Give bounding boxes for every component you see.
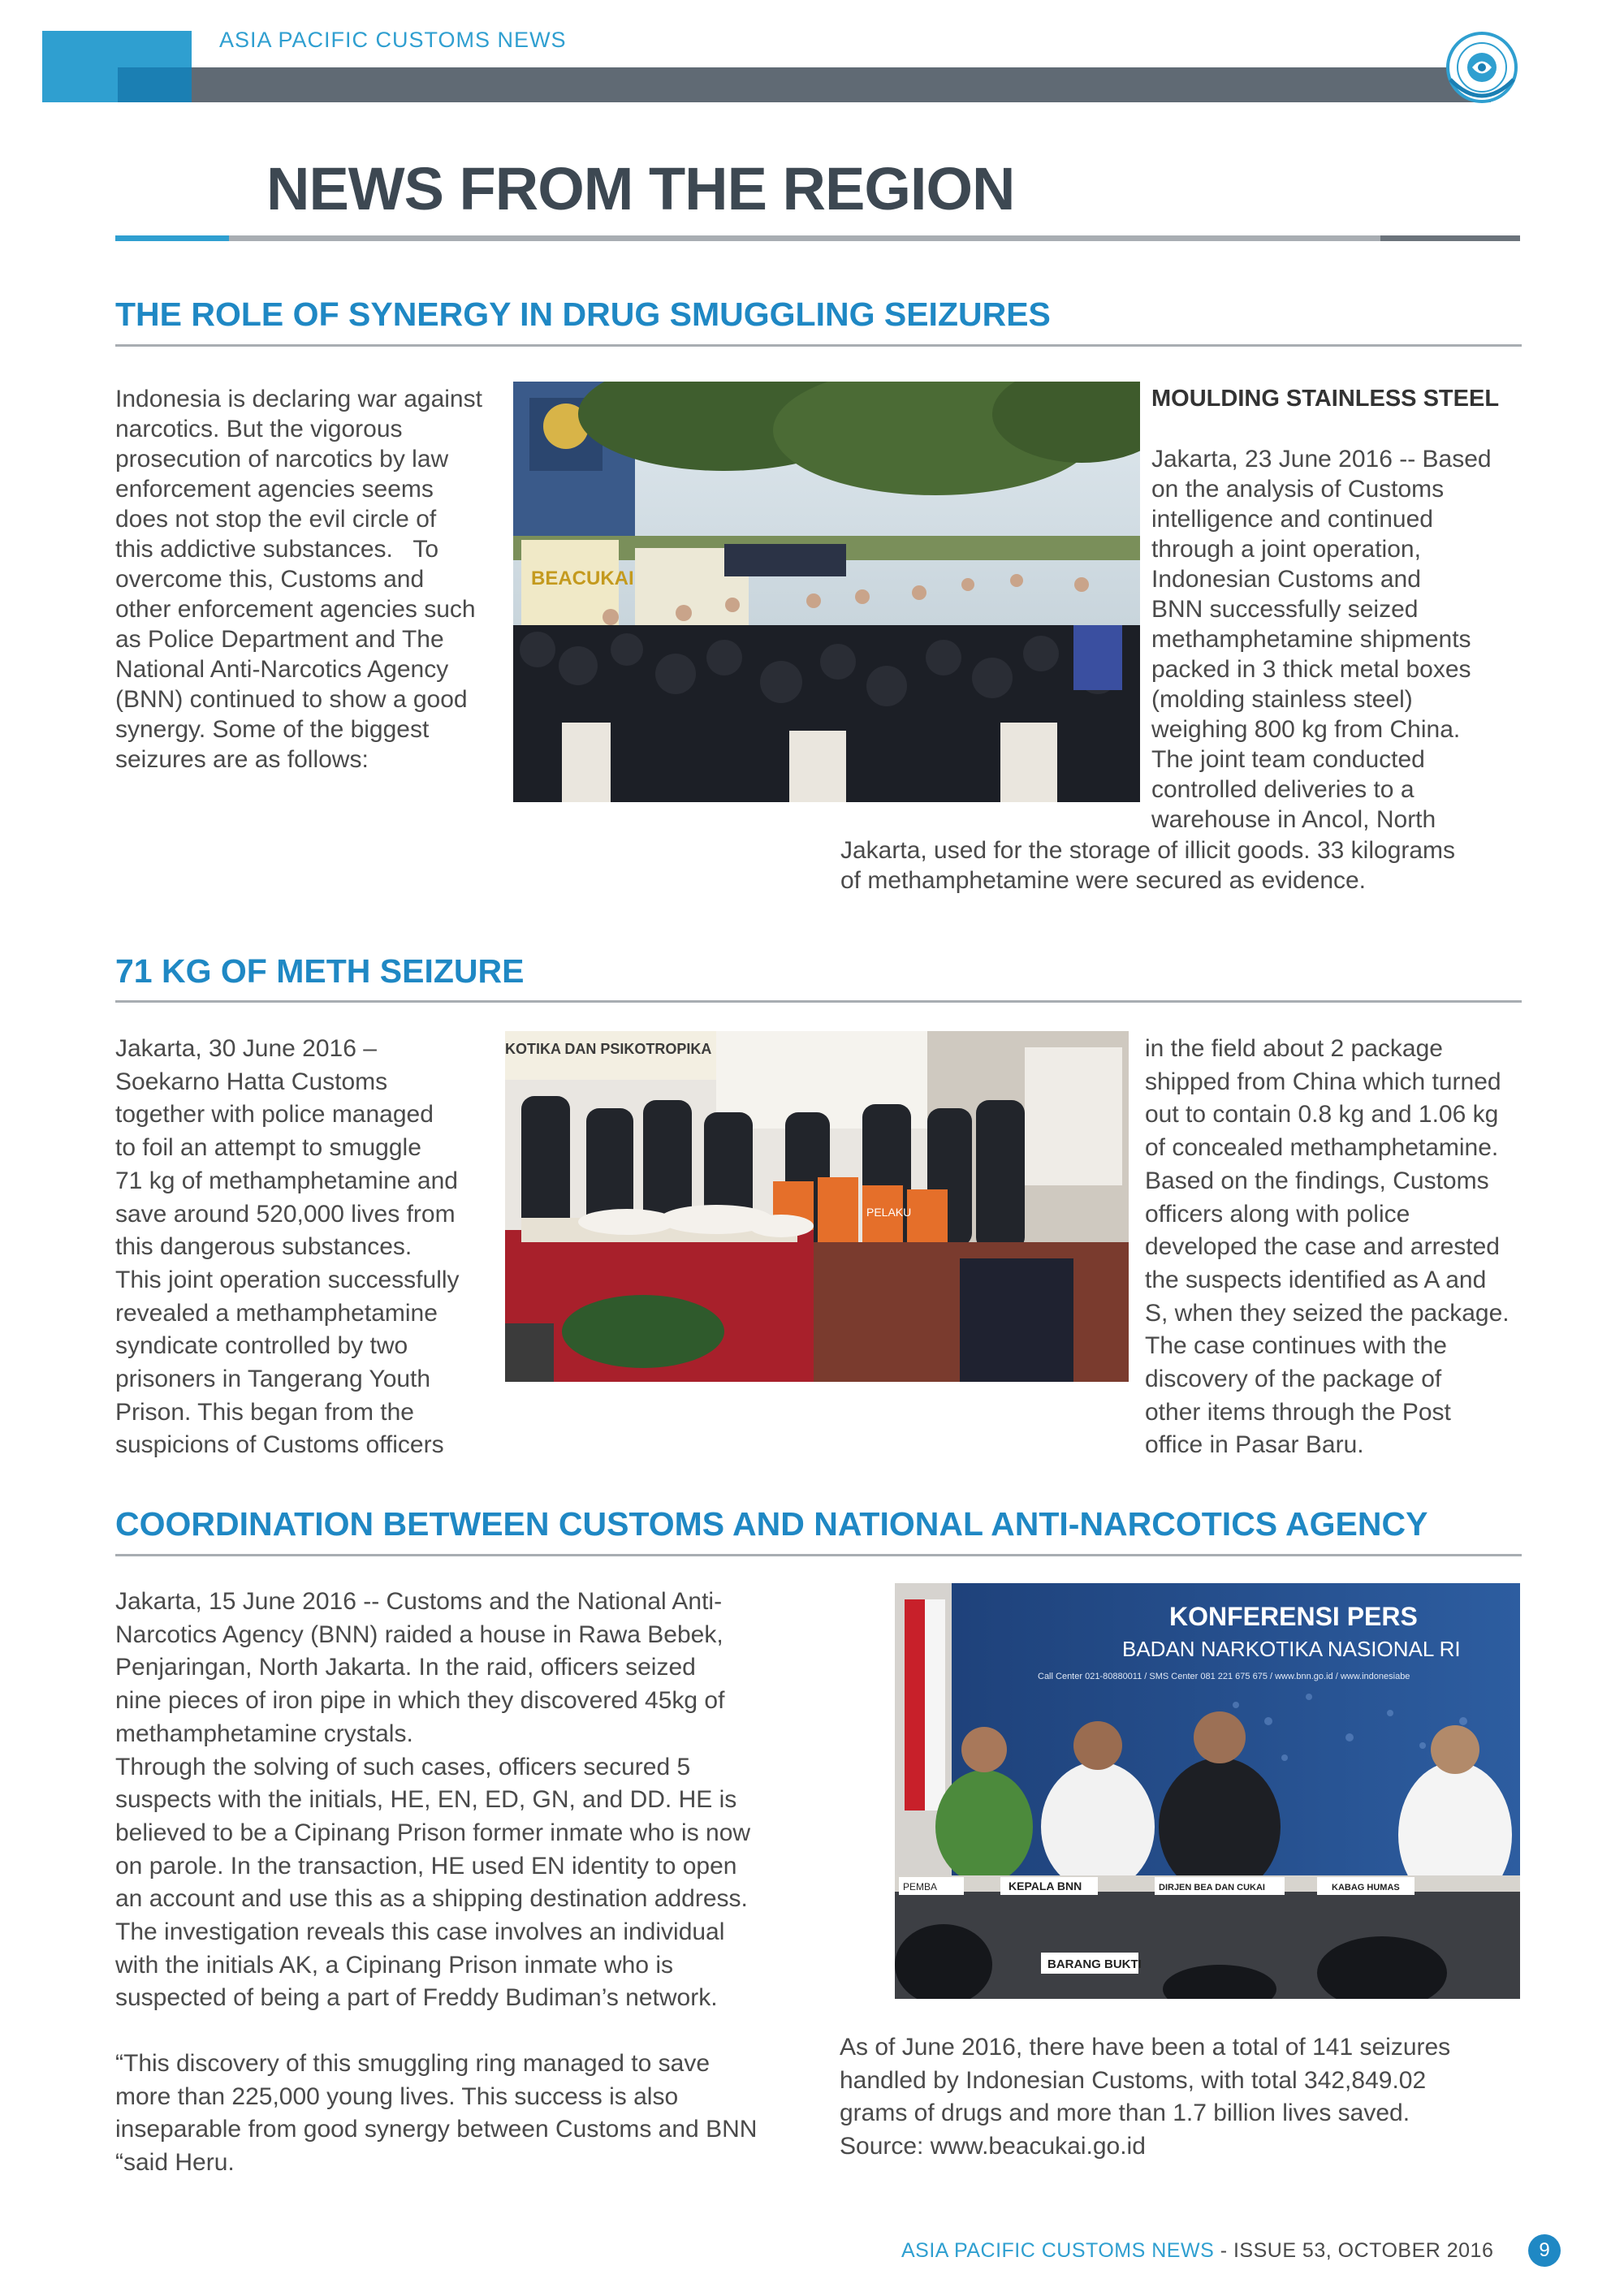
svg-text:BARANG BUKTI: BARANG BUKTI — [1047, 1957, 1142, 1971]
header-accent-block-dark — [118, 67, 192, 102]
svg-text:PEMBA: PEMBA — [903, 1881, 938, 1892]
footer-publication: ASIA PACIFIC CUSTOMS NEWS - ISSUE 53, OCTOBER 2016 — [901, 2239, 1494, 2262]
section1-bottom-text: Jakarta, used for the storage of illicit goods. 33 kilograms of methamphetamine were secured as evidence. — [840, 837, 1456, 894]
svg-text:KOTIKA DAN PSIKOTROPIKA: KOTIKA DAN PSIKOTROPIKA — [505, 1041, 712, 1057]
section1-right-text: Jakarta, 23 June 2016 -- Based on the analysis of Customs intelligence and continued through a joint operation, Indonesian Customs and BNN successfully seized methamphetamine shipments packed in 3 thick metal boxes (molding stainless steel) weighing 800 kg from China. The joint team conducted controlled deliveries to a warehouse in Ancol, North — [1151, 446, 1492, 833]
title-rule-accent — [115, 235, 229, 241]
section2-rule — [115, 1000, 1522, 1003]
svg-text:BADAN NARKOTIKA NASIONAL RI: BADAN NARKOTIKA NASIONAL RI — [1122, 1637, 1461, 1661]
section2-heading: 71 KG OF METH SEIZURE — [115, 952, 525, 990]
section1-photo — [513, 382, 1140, 802]
section3-rule — [115, 1554, 1522, 1556]
svg-text:KEPALA BNN: KEPALA BNN — [1009, 1880, 1082, 1892]
section2-photo — [505, 1031, 1129, 1382]
section3-left-text: Jakarta, 15 June 2016 -- Customs and the National Anti- Narcotics Agency (BNN) raided a house in Rawa Bebek, Penjaringan, North Jakarta. In the raid, officers seized nine pieces of iron pipe in which they discovered 45kg of methamphetamine crystals. Through the solving of such cases, officers secured 5 suspects with the initials, HE, EN, ED, GN, and DD. HE is believed to be a Cipinang Prison former inmate who is now on parole. In the transaction, HE used EN identity to open an account and use this as a shipping destination address. The investigation reveals this case involves an individual with the initials AK, a Cipinang Prison inmate who is suspected of being a part of Freddy Budiman’s network. — [115, 1588, 751, 2012]
section2-left-text: Jakarta, 30 June 2016 – Soekarno Hatta Customs together with police managed to foil an attempt to smuggle 71 kg of methamphetamine and save around 520,000 lives from this dangerous substances. This joint operation successfully revealed a methamphetamine syndicate controlled by two prisoners in Tangerang Youth Prison. This began from the suspicions of Customs officers — [115, 1035, 460, 1459]
section3-quote-text: “This discovery of this smuggling ring managed to save more than 225,000 young lives. This success is also inseparable from good synergy between Customs and BNN “said Heru. — [115, 2050, 758, 2177]
page-number-badge: 9 — [1528, 2234, 1561, 2267]
title-rule-dark — [1380, 235, 1520, 241]
svg-text:Call Center 021-80880011 /: Call Center 021-80880011 / SMS Center 081 221 675 675 / www.bnn.go.id / www.indonesiabe — [1038, 1672, 1410, 1681]
svg-text:KONFERENSI PERS: KONFERENSI PERS — [1169, 1602, 1418, 1631]
svg-text:BEACUKAI: BEACUKAI — [531, 568, 634, 589]
svg-text:PELAKU: PELAKU — [866, 1206, 912, 1219]
section2-right-text: in the field about 2 package shipped from China which turned out to contain 0.8 kg and 1.06 kg of concealed methamphetamine. Based on the findings, Customs officers along with police developed the case and arrested the suspects identified as A and S, when they seized the package. The case continues with the discovery of the package of other items through the Post office in Pasar Baru. — [1145, 1035, 1510, 1459]
section1-subheading: MOULDING STAINLESS STEEL — [1151, 386, 1500, 412]
header-publication-title: ASIA PACIFIC CUSTOMS NEWS — [219, 28, 567, 52]
svg-text:DIRJEN BEA DAN CUKAI: DIRJEN BEA DAN CUKAI — [1159, 1883, 1265, 1892]
header-bar — [192, 67, 1491, 102]
section3-right-text: As of June 2016, there have been a total of 141 seizures handled by Indonesian Customs, with total 342,849.02 grams of drugs and more than 1.7 billion lives saved. Source: www.beacukai.go.id — [840, 2034, 1451, 2160]
section3-heading: COORDINATION BETWEEN CUSTOMS AND NATIONAL ANTI-NARCOTICS AGENCY — [115, 1505, 1428, 1543]
page-title: NEWS FROM THE REGION — [266, 155, 1015, 222]
svg-text:KABAG HUMAS: KABAG HUMAS — [1332, 1883, 1400, 1892]
section1-heading: THE ROLE OF SYNERGY IN DRUG SMUGGLING SEIZURES — [115, 296, 1051, 333]
section1-rule — [115, 344, 1522, 347]
section3-photo — [895, 1583, 1520, 1999]
title-rule — [229, 235, 1520, 241]
region-logo-icon — [1445, 31, 1518, 104]
section1-left-text: Indonesia is declaring war against narcotics. But the vigorous prosecution of narcotics by law enforcement agencies seems does not stop the evil circle of this addictive substances. To overcome this, Customs and other enforcement agencies such as Police Department and The National Anti-Narcotics Agency (BNN) continued to show a good synergy. Some of the biggest seizures are as follows: — [115, 386, 482, 773]
